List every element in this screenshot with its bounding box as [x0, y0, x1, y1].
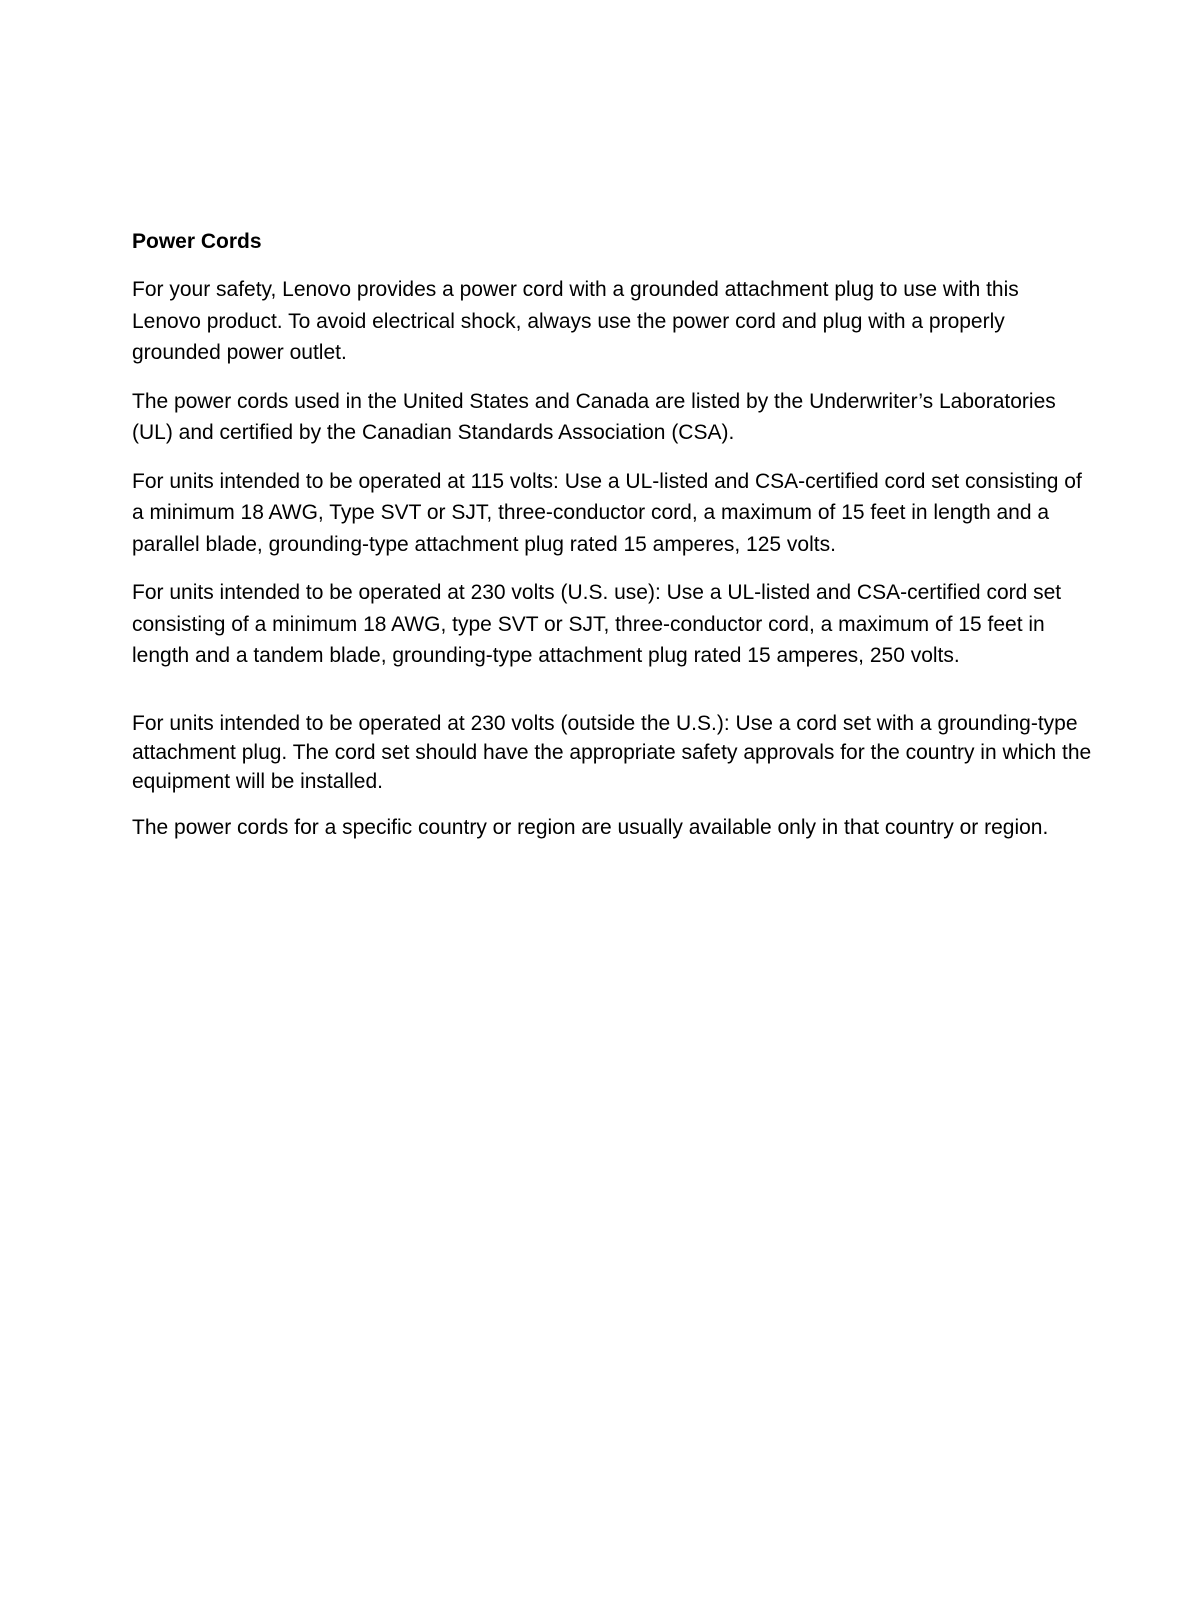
- paragraph-country-region: The power cords for a specific country or region are usually available only in that country or region.: [132, 815, 1049, 839]
- paragraph-safety-intro: For your safety, Lenovo provides a power cord with a grounded attachment plug to use with this Lenovo product. To avoid electrical shock, always use the power cord and plug with a properly grounded power outlet.: [132, 278, 1019, 364]
- paragraph-230-volts-us: For units intended to be operated at 230 volts (U.S. use): Use a UL-listed and CSA-certified cord set consisting of a minimum 18 AWG, type SVT or SJT, three-conductor cord, a maximum of 15 feet in length and a tandem blade, grounding-type attachment plug rated 15 amperes, 250 volts.: [132, 581, 1062, 667]
- paragraph-230-volts-outside-us: For units intended to be operated at 230 volts (outside the U.S.): Use a cord set with a grounding-type attachment plug. The cord set should have the appropriate safety approvals for the country in which the equipment will be installed.: [132, 711, 1092, 793]
- document-body: [132, 228, 1092, 859]
- paragraph-us-canada-listing: The power cords used in the United States and Canada are listed by the Underwriter’s Laboratories (UL) and certified by the Canadian Standards Association (CSA).: [132, 389, 1056, 444]
- paragraph-115-volts: For units intended to be operated at 115 volts: Use a UL-listed and CSA-certified cord set consisting of a minimum 18 AWG, Type SVT or SJT, three-conductor cord, a maximum of 15 feet in length and a parallel blade, grounding-type attachment plug rated 15 amperes, 125 volts.: [132, 469, 1082, 556]
- section-heading: Power Cords: [132, 230, 262, 253]
